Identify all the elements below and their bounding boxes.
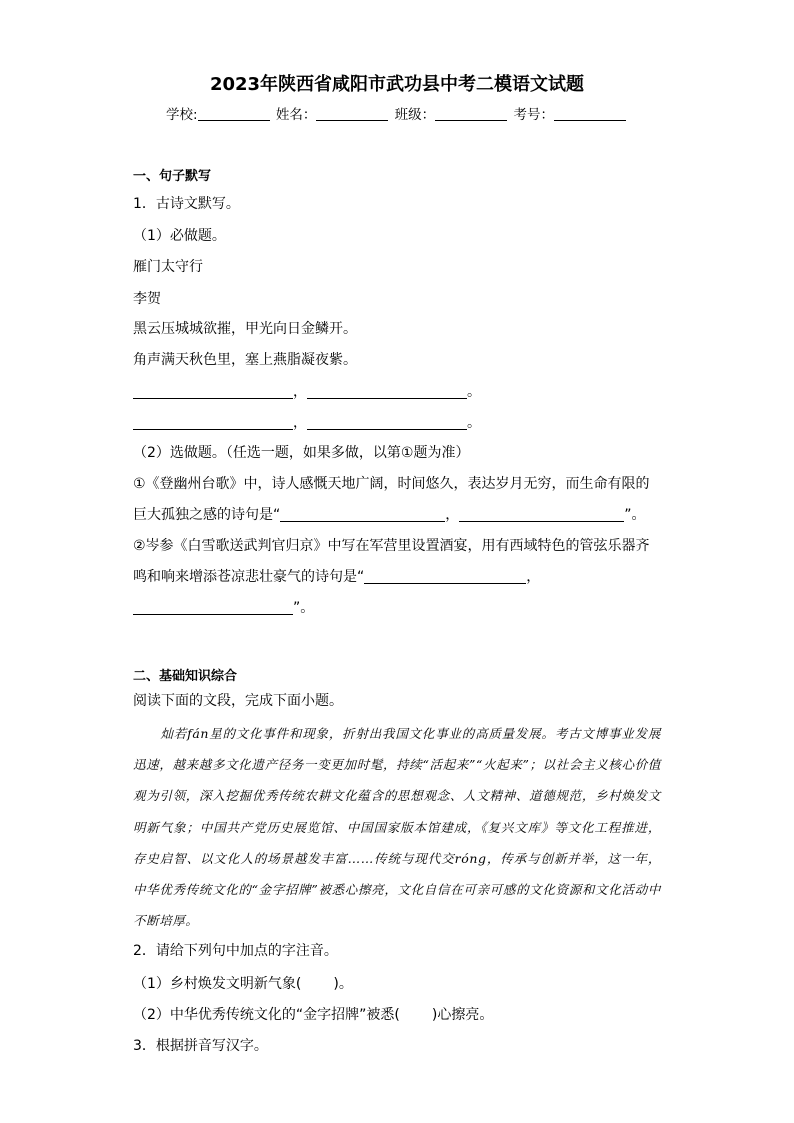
poem-line-1: 黑云压城城欲摧，甲光向日金鳞开。 [133, 321, 357, 337]
option-2-text: ②岑参《白雪歌送武判官归京》中写在军营里设置酒宴，用有西域特色的管弦乐器齐 [133, 538, 650, 554]
q2-item-1: （1）乡村焕发文明新气象( )。 [133, 976, 353, 992]
section2-intro: 阅读下面的文段，完成下面小题。 [133, 693, 343, 709]
passage-paragraph: 灿若fán星的文化事件和现象，折射出我国文化事业的高质量发展。考古文博事业发展迅速，越来越多文化遗产径务一变更加时髦，持续“活起来”“火起来”；以社会主义核心价值观为引领，深入挖掘优秀传统农耕文化蕴含的思想观念、人文精神、道德规范，乡村焕发文明新气象；中国共产党历史展览馆、中国国家版本馆建成，《复兴文库》等文化工程推进，存史启智、以文化人的场景越发丰富……传统与现代交róng，传承与创新并举，这一年，中华优秀传统文化的“金字招牌”被悉心擦亮，文化自信在可亲可感的文化资源和文化活动中不断培厚。 [133, 726, 661, 929]
option-1-answer: 巨大孤独之感的诗句是“ ， ”。 [133, 507, 646, 523]
option-2-answer: 鸣和响来增添苍凉悲壮豪气的诗句是“ ， [133, 569, 541, 585]
option-2-answer-cont: ”。 [133, 597, 314, 617]
answer-blank[interactable] [133, 415, 293, 430]
answer-blank[interactable] [459, 507, 624, 522]
q1-part2: （2）选做题。（任选一题，如果多做，以第①题为准） [133, 445, 470, 461]
reading-passage [133, 718, 661, 936]
poem-author: 李贺 [133, 291, 161, 307]
q1-part1: （1）必做题。 [133, 228, 226, 244]
section2-heading: 二、基础知识综合 [133, 669, 238, 684]
name-label: 姓名： [275, 107, 317, 123]
poem-line-2: 角声满天秋色里，塞上燕脂凝夜紫。 [133, 352, 357, 368]
answer-blank[interactable] [364, 569, 526, 584]
name-field[interactable] [316, 107, 388, 121]
school-label: 学校: [166, 107, 198, 123]
question-2: 2．请给下列句中加点的字注音。 [133, 943, 338, 959]
answer-line-1: ， 。 [133, 381, 481, 401]
school-field[interactable] [198, 107, 270, 121]
exam-title: 2023年陕西省咸阳市武功县中考二模语文试题 [209, 74, 585, 95]
question-1: 1．古诗文默写。 [133, 196, 240, 212]
option-1-text: ①《登幽州台歌》中，诗人感慨天地广阔，时间悠久，表达岁月无穷，而生命有限的 [133, 476, 650, 492]
answer-blank[interactable] [307, 415, 467, 430]
exam-no-field[interactable] [554, 107, 626, 121]
answer-blank[interactable] [133, 384, 293, 399]
class-field[interactable] [435, 107, 507, 121]
section1-heading: 一、句子默写 [133, 169, 212, 184]
student-info-row [0, 103, 794, 123]
question-3: 3．根据拼音写汉字。 [133, 1038, 268, 1054]
answer-blank[interactable] [280, 507, 445, 522]
answer-blank[interactable] [133, 600, 293, 615]
class-label: 班级： [394, 107, 436, 123]
answer-blank[interactable] [307, 384, 467, 399]
poem-title: 雁门太守行 [133, 259, 203, 275]
exam-no-label: 考号： [513, 107, 554, 123]
q2-item-2: （2）中华优秀传统文化的“金字招牌”被悉( )心擦亮。 [133, 1007, 494, 1023]
answer-line-2: ， 。 [133, 412, 481, 432]
